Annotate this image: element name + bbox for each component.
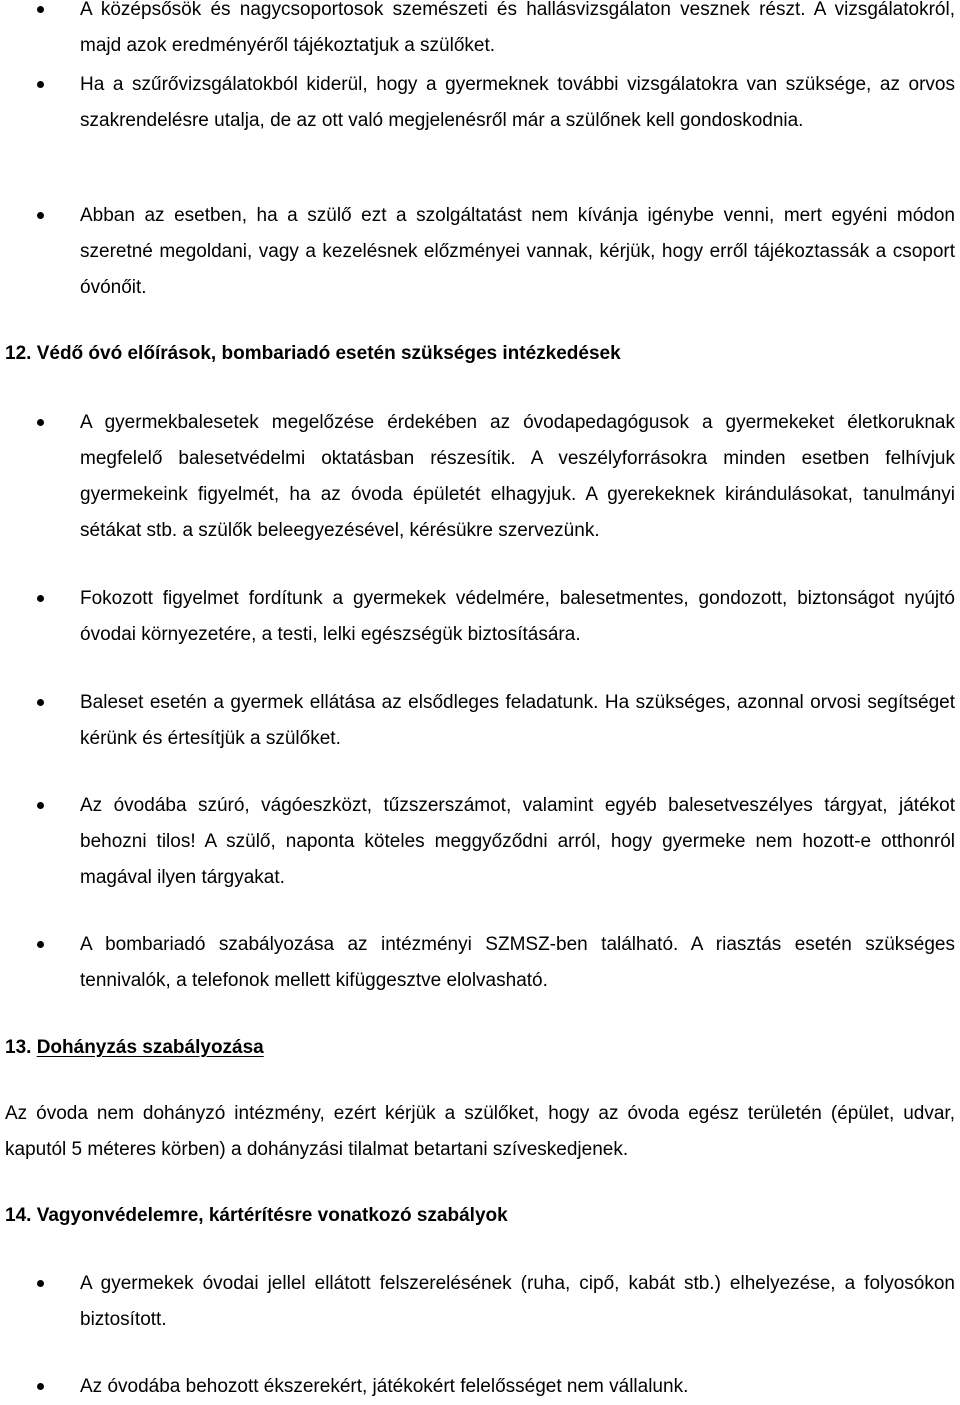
bullet-text: A gyermekek óvodai jellel ellátott felszerelésének (ruha, cipő, kabát stb.) elhelyezése, a folyosókon biztosított.	[80, 1273, 955, 1330]
section-title: Dohányzás szabályozása	[36, 1037, 264, 1058]
bullet-text: Ha a szűrővizsgálatokból kiderül, hogy a gyermeknek további vizsgálatokra van szüksége, az orvos szakrendelésre utalja, de az ott való megjelenésről már a szülőnek kell gondoskodnia.	[80, 74, 955, 131]
section-13-heading	[0, 1030, 960, 1066]
intro-bullet-3	[0, 198, 960, 306]
s12-bullet-1	[0, 405, 960, 549]
s12-bullet-3	[0, 685, 960, 757]
s14-bullet-1	[0, 1266, 960, 1338]
bullet-text: A középsősök és nagycsoportosok szemészeti és hallásvizsgálaton vesznek részt. A vizsgálatokról, majd azok eredményéről tájékoztatjuk a szülőket.	[80, 0, 955, 56]
bullet-text: Baleset esetén a gyermek ellátása az elsődleges feladatunk. Ha szükséges, azonnal orvosi segítséget kérünk és értesítjük a szülőket.	[80, 692, 955, 749]
bullet-text: Az óvodába behozott ékszerekért, játékokért felelősséget nem vállalunk.	[80, 1376, 689, 1397]
bullet-icon	[37, 6, 44, 13]
bullet-icon	[37, 699, 44, 706]
intro-bullet-1	[0, 0, 960, 64]
s12-bullet-5	[0, 927, 960, 999]
section-14-heading	[0, 1198, 960, 1234]
bullet-icon	[37, 81, 44, 88]
section-title: Vagyonvédelemre, kártérítésre vonatkozó szabályok	[36, 1205, 508, 1226]
bullet-icon	[37, 1280, 44, 1287]
paragraph-text: Az óvoda nem dohányzó intézmény, ezért kérjük a szülőket, hogy az óvoda egész területén (épület, udvar, kaputól 5 méteres körben) a dohányzási tilalmat betartani szíveskedjenek.	[5, 1103, 955, 1160]
bullet-icon	[37, 595, 44, 602]
s12-bullet-2	[0, 581, 960, 653]
section-number: 13.	[5, 1037, 32, 1058]
bullet-icon	[37, 802, 44, 809]
section-number: 12.	[5, 343, 32, 364]
bullet-icon	[37, 212, 44, 219]
section-12-heading	[0, 336, 960, 372]
bullet-text: A bombariadó szabályozása az intézményi SZMSZ-ben található. A riasztás esetén szükséges tennivalók, a telefonok mellett kifüggesztve elolvasható.	[80, 934, 955, 991]
bullet-icon	[37, 419, 44, 426]
bullet-text: Abban az esetben, ha a szülő ezt a szolgáltatást nem kívánja igénybe venni, mert egyéni módon szeretné megoldani, vagy a kezelésnek előzményei vannak, kérjük, hogy erről tájékoztassák a csoport óvónőit.	[80, 205, 955, 298]
bullet-text: Fokozott figyelmet fordítunk a gyermekek védelmére, balesetmentes, gondozott, biztonságot nyújtó óvodai környezetére, a testi, lelki egészségük biztosítására.	[80, 588, 955, 645]
section-number: 14.	[5, 1205, 32, 1226]
bullet-text: A gyermekbalesetek megelőzése érdekében az óvodapedagógusok a gyermekeket életkoruknak megfelelő balesetvédelmi oktatásban részesítik. A veszélyforrásokra minden esetben felhívjuk gyermekeink figyelmét, ha az óvoda épületét elhagyjuk. A gyerekeknek kirándulásokat, tanulmányi sétákat stb. a szülők beleegyezésével, kérésükre szervezünk.	[80, 412, 955, 541]
bullet-icon	[37, 1383, 44, 1390]
bullet-text: Az óvodába szúró, vágóeszközt, tűzszerszámot, valamint egyéb balesetveszélyes tárgyat, játékot behozni tilos! A szülő, naponta köteles meggyőződni arról, hogy gyermeke nem hozott-e otthonról magával ilyen tárgyakat.	[80, 795, 955, 888]
s12-bullet-4	[0, 788, 960, 896]
section-title: Védő óvó előírások, bombariadó esetén szükséges intézkedések	[36, 343, 621, 364]
intro-bullet-2	[0, 67, 960, 139]
bullet-icon	[37, 941, 44, 948]
section-13-paragraph	[0, 1096, 960, 1168]
